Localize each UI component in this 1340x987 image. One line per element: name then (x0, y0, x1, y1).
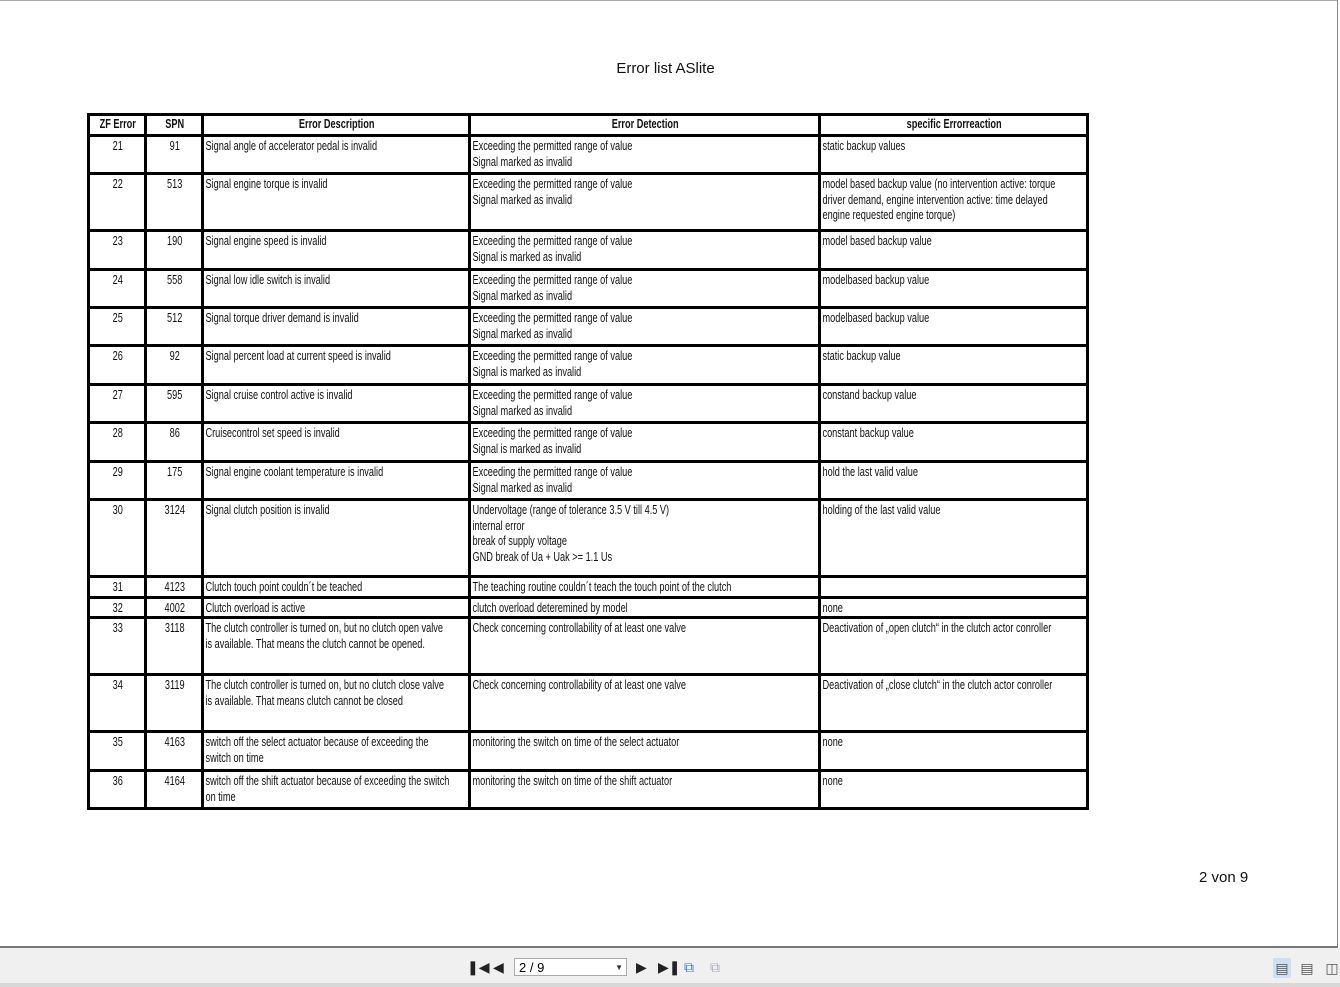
error-description-cell (203, 308, 470, 346)
page-selector[interactable] (514, 958, 627, 976)
cell-text-line: Exceeding the permitted range of value (472, 177, 633, 191)
spn-cell (146, 270, 203, 308)
cell-text-line: model based backup value (822, 234, 932, 248)
cell-text: 23 (112, 234, 123, 248)
cell-text-line: Clutch overload is active (205, 600, 306, 615)
cell-text-line: monitoring the switch on time of the select actuator (472, 735, 680, 749)
zf-error-cell (89, 675, 146, 732)
error-detection-cell (470, 423, 820, 462)
errorreaction-cell (820, 618, 1088, 675)
cell-text-line: holding of the last valid value (822, 503, 941, 517)
error-detection-cell (470, 771, 820, 809)
cell-text-line: Exceeding the permitted range of value (472, 388, 633, 402)
cell-text-line: on time (205, 789, 236, 804)
table-row (89, 675, 1088, 732)
cell-text-line: modelbased backup value (822, 273, 930, 287)
cell-text-line: Signal is marked as invalid (472, 249, 582, 264)
cell-text: 595 (167, 388, 183, 402)
cell-text: 512 (167, 311, 183, 325)
error-description-cell (203, 577, 470, 598)
spn-cell (146, 500, 203, 577)
cell-text: 31 (112, 580, 123, 594)
cell-text-line: Check concerning controllability of at least one valve (472, 621, 686, 635)
zf-error-cell (89, 771, 146, 809)
last-page-icon[interactable]: ▶❚ (658, 959, 681, 975)
cell-text-line: constand backup value (822, 388, 917, 402)
error-detection-cell (470, 618, 820, 675)
cell-text-line: Check concerning controllability of at least one valve (472, 678, 686, 692)
continuous-view-icon[interactable]: ▤ (1300, 960, 1314, 976)
cell-text-line: Signal engine coolant temperature is invalid (205, 465, 384, 479)
errorreaction-cell (820, 423, 1088, 462)
cell-text-line: Signal clutch position is invalid (205, 503, 330, 517)
table-row (89, 423, 1088, 462)
next-page-icon[interactable]: ▶ (636, 959, 647, 975)
error-description-cell (203, 675, 470, 732)
zf-error-cell (89, 231, 146, 270)
table-row (89, 385, 1088, 423)
cell-text-line: Signal is marked as invalid (472, 441, 582, 456)
error-description-cell (203, 423, 470, 462)
errorreaction-cell (820, 675, 1088, 732)
cell-text-line: GND break of Ua + Uak >= 1.1 Us (472, 549, 613, 564)
cell-text-line: Signal low idle switch is invalid (205, 273, 331, 287)
table-row (89, 732, 1088, 771)
cell-text-line: none (822, 600, 843, 615)
horizontal-scrollbar[interactable] (0, 983, 1340, 987)
spn-cell (146, 423, 203, 462)
table-row (89, 308, 1088, 346)
cell-text: 4164 (164, 774, 185, 788)
cell-text: 4163 (164, 735, 185, 749)
cell-text-line: The teaching routine couldn´t teach the touch point of the clutch (472, 580, 732, 594)
table-row (89, 346, 1088, 385)
errorreaction-cell (820, 385, 1088, 423)
cell-text: 34 (112, 678, 123, 692)
cell-text: 91 (169, 139, 180, 153)
error-detection-cell (470, 385, 820, 423)
error-description-cell (203, 231, 470, 270)
cell-text-line: Clutch touch point couldn´t be teached (205, 580, 363, 594)
zf-error-cell (89, 423, 146, 462)
header-zf-error (89, 115, 146, 136)
error-table (87, 113, 1089, 810)
table-row (89, 462, 1088, 500)
spn-cell (146, 462, 203, 500)
table-row (89, 618, 1088, 675)
table-row (89, 500, 1088, 577)
cell-text: 21 (112, 139, 123, 153)
cell-text-line: engine requested engine torque) (822, 208, 956, 222)
error-description-cell (203, 270, 470, 308)
header-spn (146, 115, 203, 136)
errorreaction-cell (820, 500, 1088, 577)
facing-pages-view-icon[interactable]: ◫ (1325, 960, 1339, 976)
errorreaction-cell (820, 346, 1088, 385)
chevron-down-icon: ▼ (615, 963, 623, 972)
cell-text-line: Signal torque driver demand is invalid (205, 311, 359, 325)
table-row (89, 136, 1088, 174)
table-row (89, 174, 1088, 231)
cell-text-line: Cruisecontrol set speed is invalid (205, 426, 340, 440)
errorreaction-cell (820, 462, 1088, 500)
page-selector-value: 2 / 9 (519, 960, 545, 975)
cell-text-line: Exceeding the permitted range of value (472, 349, 633, 363)
spn-cell (146, 771, 203, 809)
zf-error-cell (89, 597, 146, 618)
cell-text-line: Signal engine torque is invalid (205, 177, 328, 191)
cell-text: 35 (112, 735, 123, 749)
cell-text: 92 (169, 349, 180, 363)
zf-error-cell (89, 577, 146, 598)
cell-text-line: Signal angle of accelerator pedal is invalid (205, 139, 378, 153)
zf-error-cell (89, 270, 146, 308)
errorreaction-cell (820, 597, 1088, 618)
header-error-detection (470, 115, 820, 136)
header-label: SPN (165, 117, 185, 131)
cell-text-line: driver demand, engine intervention active: time delayed (822, 192, 1048, 207)
cell-text-line: Signal engine speed is invalid (205, 234, 327, 248)
cell-text: 25 (112, 311, 123, 325)
page-top-border (0, 0, 1337, 1)
cell-text-line: Signal percent load at current speed is invalid (205, 349, 391, 363)
error-detection-cell (470, 270, 820, 308)
error-detection-cell (470, 577, 820, 598)
viewer-toolbar (0, 948, 1340, 987)
cell-text-line: Signal marked as invalid (472, 288, 573, 303)
spn-cell (146, 732, 203, 771)
cell-text-line: modelbased backup value (822, 311, 930, 325)
header-error-description (203, 115, 470, 136)
table-row (89, 771, 1088, 809)
cell-text-line: none (822, 774, 843, 788)
table-row (89, 577, 1088, 598)
cell-text-line: is available. That means clutch cannot be closed (205, 693, 403, 708)
errorreaction-cell (820, 174, 1088, 231)
cell-text-line: Signal marked as invalid (472, 326, 573, 341)
cell-text-line: Signal marked as invalid (472, 403, 573, 418)
cell-text-line: none (822, 735, 843, 749)
header-label: Error Detection (611, 117, 679, 131)
error-description-cell (203, 174, 470, 231)
cell-text-line: Exceeding the permitted range of value (472, 311, 633, 325)
cell-text: 4002 (164, 600, 185, 615)
cell-text-line: Undervoltage (range of tolerance 3.5 V till 4.5 V) (472, 503, 670, 517)
zf-error-cell (89, 462, 146, 500)
cell-text-line: clutch overload deteremined by model (472, 600, 628, 615)
cell-text: 26 (112, 349, 123, 363)
error-detection-cell (470, 732, 820, 771)
error-description-cell (203, 385, 470, 423)
errorreaction-cell (820, 270, 1088, 308)
cell-text: 36 (112, 774, 123, 788)
cell-text-line: hold the last valid value (822, 465, 918, 479)
header-label: specific Errorreaction (906, 117, 1002, 131)
cell-text: 28 (112, 426, 123, 440)
errorreaction-cell (820, 308, 1088, 346)
error-detection-cell (470, 136, 820, 174)
cell-text-line: Exceeding the permitted range of value (472, 234, 633, 248)
cell-text-line: switch off the shift actuator because of exceeding the switch (205, 774, 450, 788)
cell-text-line: Signal marked as invalid (472, 480, 573, 495)
zf-error-cell (89, 346, 146, 385)
table-row (89, 270, 1088, 308)
header-label: ZF Error (99, 117, 136, 131)
cell-text-line: Exceeding the permitted range of value (472, 273, 633, 287)
cell-text-line: Signal is marked as invalid (472, 364, 582, 379)
zf-error-cell (89, 732, 146, 771)
cell-text: 190 (167, 234, 183, 248)
previous-page-icon[interactable]: ◀ (493, 959, 504, 975)
spn-cell (146, 597, 203, 618)
header-errorreaction (820, 115, 1088, 136)
error-detection-cell (470, 308, 820, 346)
cell-text: 86 (169, 426, 180, 440)
cell-text-line: switch off the select actuator because of exceeding the (205, 735, 429, 749)
table-row (89, 231, 1088, 270)
cell-text-line: Signal marked as invalid (472, 154, 573, 169)
zf-error-cell (89, 500, 146, 577)
go-back-icon[interactable]: ⧉ (684, 959, 694, 975)
spn-cell (146, 174, 203, 231)
cell-text: 3118 (164, 621, 185, 635)
error-detection-cell (470, 346, 820, 385)
spn-cell (146, 618, 203, 675)
error-detection-cell (470, 174, 820, 231)
errorreaction-cell (820, 732, 1088, 771)
cell-text-line: Deactivation of „close clutch“ in the clutch actor conroller (822, 678, 1053, 692)
cell-text-line: switch on time (205, 750, 264, 765)
cell-text-line: The clutch controller is turned on, but no clutch close valve (205, 678, 444, 692)
table-header-row (89, 115, 1088, 136)
spn-cell (146, 136, 203, 174)
error-detection-cell (470, 231, 820, 270)
spn-cell (146, 308, 203, 346)
cell-text: 32 (112, 600, 123, 615)
header-label: Error Description (298, 117, 375, 131)
cell-text-line: Exceeding the permitted range of value (472, 426, 633, 440)
error-description-cell (203, 771, 470, 809)
cell-text-line: Exceeding the permitted range of value (472, 465, 633, 479)
error-detection-cell (470, 597, 820, 618)
cell-text-line: static backup value (822, 349, 901, 363)
cell-text: 3124 (164, 503, 185, 517)
spn-cell (146, 675, 203, 732)
cell-text: 27 (112, 388, 123, 402)
error-description-cell (203, 136, 470, 174)
errorreaction-cell (820, 771, 1088, 809)
error-description-cell (203, 346, 470, 385)
spn-cell (146, 231, 203, 270)
error-description-cell (203, 597, 470, 618)
spn-cell (146, 346, 203, 385)
cell-text: 558 (167, 273, 183, 287)
cell-text-line: Exceeding the permitted range of value (472, 139, 633, 153)
error-description-cell (203, 732, 470, 771)
page-number: 2 von 9 (1199, 869, 1249, 886)
cell-text-line: is available. That means the clutch cannot be opened. (205, 636, 425, 651)
document-title: Error list ASlite (616, 60, 715, 77)
cell-text-line: Deactivation of „open clutch“ in the clutch actor conroller (822, 621, 1052, 635)
cell-text: 175 (167, 465, 183, 479)
cell-text-line: model based backup value (no intervention active: torque (822, 177, 1056, 191)
cell-text: 4123 (164, 580, 185, 594)
cell-text: 513 (167, 177, 183, 191)
cell-text-line: break of supply voltage (472, 534, 567, 548)
errorreaction-cell (820, 231, 1088, 270)
zf-error-cell (89, 136, 146, 174)
first-page-icon[interactable]: ❚◀ (467, 959, 490, 975)
errorreaction-cell (820, 577, 1088, 598)
cell-text: 33 (112, 621, 123, 635)
error-detection-cell (470, 675, 820, 732)
cell-text-line: internal error (472, 518, 525, 533)
cell-text-line: constant backup value (822, 426, 914, 440)
cell-text-line: The clutch controller is turned on, but no clutch open valve (205, 621, 443, 635)
zf-error-cell (89, 385, 146, 423)
table-row (89, 597, 1088, 618)
zf-error-cell (89, 308, 146, 346)
cell-text: 30 (112, 503, 123, 517)
cell-text: 3119 (164, 678, 185, 692)
single-page-view-icon[interactable]: ▤ (1273, 958, 1291, 978)
spn-cell (146, 577, 203, 598)
cell-text-line: Signal marked as invalid (472, 192, 573, 207)
zf-error-cell (89, 618, 146, 675)
error-detection-cell (470, 500, 820, 577)
cell-text-line: Signal cruise control active is invalid (205, 388, 353, 402)
zf-error-cell (89, 174, 146, 231)
error-description-cell (203, 462, 470, 500)
cell-text-line: static backup values (822, 139, 906, 153)
error-description-cell (203, 618, 470, 675)
error-description-cell (203, 500, 470, 577)
cell-text-line: monitoring the switch on time of the shift actuator (472, 774, 673, 788)
cell-text: 24 (112, 273, 123, 287)
cell-text: 22 (112, 177, 123, 191)
go-forward-icon[interactable]: ⧉ (710, 959, 720, 975)
cell-text: 29 (112, 465, 123, 479)
error-detection-cell (470, 462, 820, 500)
errorreaction-cell (820, 136, 1088, 174)
spn-cell (146, 385, 203, 423)
